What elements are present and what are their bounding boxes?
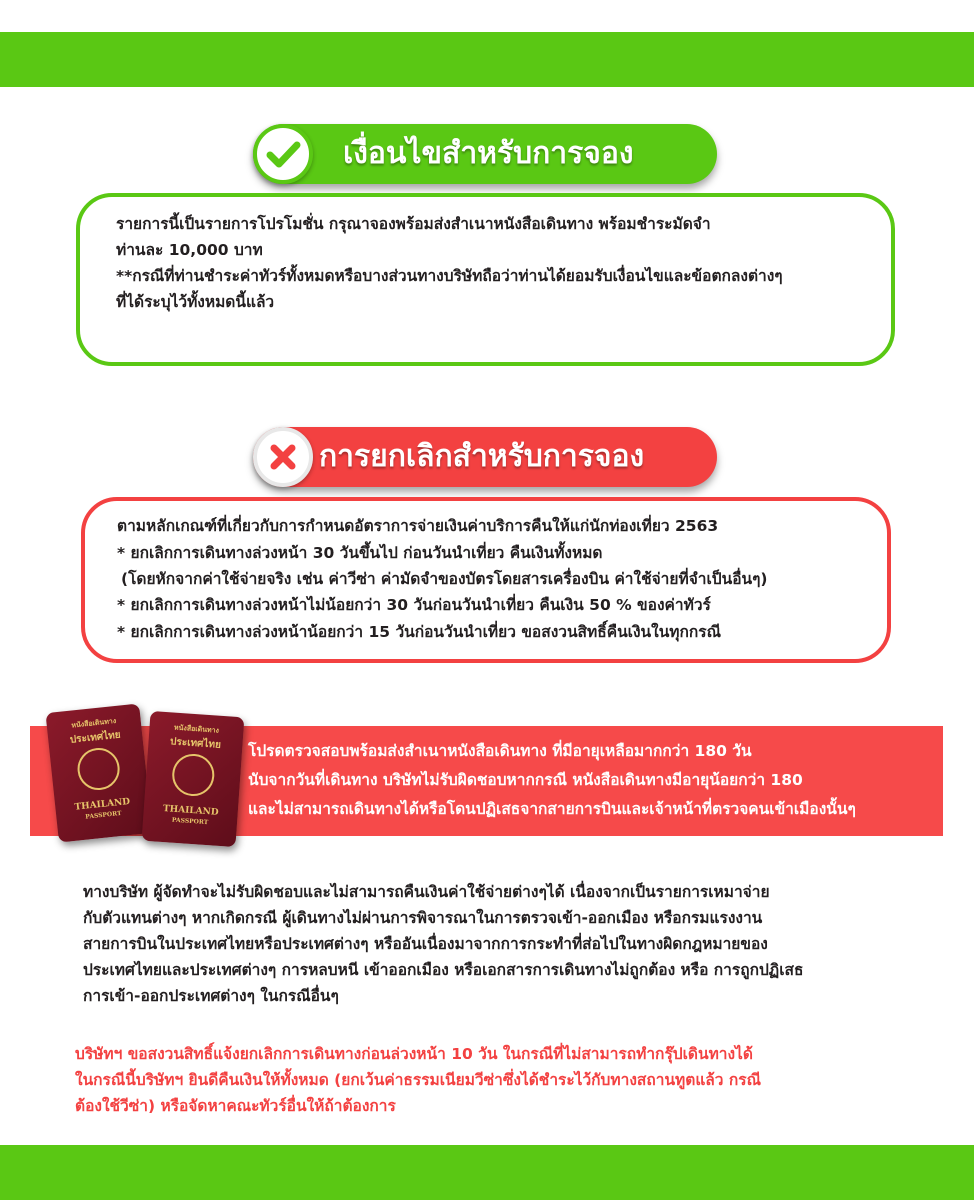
cancellation-line: (โดยหักจากค่าใช้จ่ายจริง เช่น ค่าวีซ่า ค่ามัดจำของบัตรโดยสารเครื่องบิน ค่าใช้จ่ายที่จำเป็นอื่นๆ): [121, 570, 768, 588]
company-notice-line: ต้องใช้วีซ่า) หรือจัดหาคณะทัวร์อื่นให้ถ้าต้องการ: [75, 1097, 396, 1115]
conditions-line: **กรณีที่ท่านชำระค่าทัวร์ทั้งหมดหรือบางส่วนทางบริษัทถือว่าท่านได้ยอมรับเงื่อนไขและข้อตกลงต่างๆ: [116, 267, 783, 285]
disclaimer-line: สายการบินในประเทศไทยหรือประเทศต่างๆ หรืออันเนื่องมาจากการกระทำที่ส่อไปในทางผิดกฎหมายของ: [83, 935, 768, 953]
passport-top-text: หนังสือเดินทาง: [70, 715, 117, 730]
passport-notice-line: และไม่สามารถเดินทางได้หรือโดนปฏิเสธจากสายการบินและเจ้าหน้าที่ตรวจคนเข้าเมืองนั้นๆ: [248, 800, 856, 818]
disclaimer-line: กับตัวแทนต่างๆ หากเกิดกรณี ผู้เดินทางไม่ผ่านการพิจารณาในการตรวจเข้า-ออกเมือง หรือกรมแรงงาน: [83, 909, 763, 927]
x-badge: [253, 427, 313, 487]
check-badge: [253, 124, 313, 184]
check-icon: [257, 128, 309, 180]
passport-notice-line: โปรดตรวจสอบพร้อมส่งสำเนาหนังสือเดินทาง ที่มีอายุเหลือมากกว่า 180 วัน: [248, 742, 752, 760]
disclaimer-line: ประเทศไทยและประเทศต่างๆ การหลบหนี เข้าออกเมือง หรือเอกสารการเดินทางไม่ถูกต้อง หรือ การถูกปฏิเสธ: [83, 961, 804, 979]
cancellation-line: * ยกเลิกการเดินทางล่วงหน้า 30 วันขึ้นไป ก่อนวันนำเที่ยว คืนเงินทั้งหมด: [117, 544, 603, 562]
cancellation-box: [81, 497, 891, 663]
bottom-green-band: [0, 1145, 974, 1200]
top-green-band: [0, 32, 974, 87]
passport-notice-line: นับจากวันที่เดินทาง บริษัทไม่รับผิดชอบหากกรณี หนังสือเดินทางมีอายุน้อยกว่า 180: [248, 771, 803, 789]
passport-country-thai: ประเทศไทย: [69, 729, 122, 746]
conditions-box: [76, 193, 895, 366]
cancellation-line: ตามหลักเกณฑ์ที่เกี่ยวกับการกำหนดอัตราการจ่ายเงินค่าบริการคืนให้แก่นักท่องเที่ยว 2563: [117, 517, 719, 535]
company-notice-line: ในกรณีนี้บริษัทฯ ยินดีคืนเงินให้ทั้งหมด (ยกเว้นค่าธรรมเนียมวีซ่าซึ่งได้ชำระไว้กับทางสถานทูตแล้ว กรณี: [75, 1071, 761, 1089]
garuda-emblem-icon: [171, 753, 216, 798]
company-notice-paragraph: [75, 1041, 761, 1119]
disclaimer-line: การเข้า-ออกประเทศต่างๆ ในกรณีอื่นๆ: [83, 987, 339, 1005]
disclaimer-paragraph: [83, 879, 803, 1009]
conditions-title: เงื่อนไขสำหรับการจอง: [343, 136, 634, 171]
conditions-line: ที่ได้ระบุไว้ทั้งหมดนี้แล้ว: [116, 293, 275, 311]
passport-country-thai: ประเทศไทย: [169, 736, 222, 751]
passport-top-text: หนังสือเดินทาง: [173, 722, 220, 735]
passport-country-en: THAILAND: [74, 796, 131, 813]
conditions-line: รายการนี้เป็นรายการโปรโมชั่น กรุณาจองพร้อมส่งสำเนาหนังสือเดินทาง พร้อมชำระมัดจำ: [116, 215, 711, 233]
cancellation-line: * ยกเลิกการเดินทางล่วงหน้าไม่น้อยกว่า 30 วันก่อนวันนำเที่ยว คืนเงิน 50 % ของค่าทัวร์: [117, 596, 711, 614]
conditions-line: ท่านละ 10,000 บาท: [116, 241, 263, 259]
disclaimer-line: ทางบริษัท ผู้จัดทำจะไม่รับผิดชอบและไม่สามารถคืนเงินค่าใช้จ่ายต่างๆได้ เนื่องจากเป็นรายการเหมาจ่าย: [83, 883, 770, 901]
passport-image: [142, 711, 245, 847]
x-icon: [257, 431, 309, 483]
cancellation-title: การยกเลิกสำหรับการจอง: [319, 439, 645, 474]
conditions-header: [253, 124, 717, 184]
passport-doc-en: PASSPORT: [84, 809, 122, 821]
company-notice-line: บริษัทฯ ขอสงวนสิทธิ์แจ้งยกเลิกการเดินทางก่อนล่วงหน้า 10 วัน ในกรณีที่ไม่สามารถทำกรุ๊ปเดินทางได้: [75, 1045, 753, 1063]
passport-doc-en: PASSPORT: [171, 816, 209, 827]
passport-country-en: THAILAND: [162, 803, 219, 818]
garuda-emblem-icon: [76, 746, 122, 792]
cancellation-line: * ยกเลิกการเดินทางล่วงหน้าน้อยกว่า 15 วันก่อนวันนำเที่ยว ขอสงวนสิทธิ์คืนเงินในทุกกรณี: [117, 623, 721, 641]
cancellation-header: [253, 427, 717, 487]
passport-image: [45, 703, 152, 842]
